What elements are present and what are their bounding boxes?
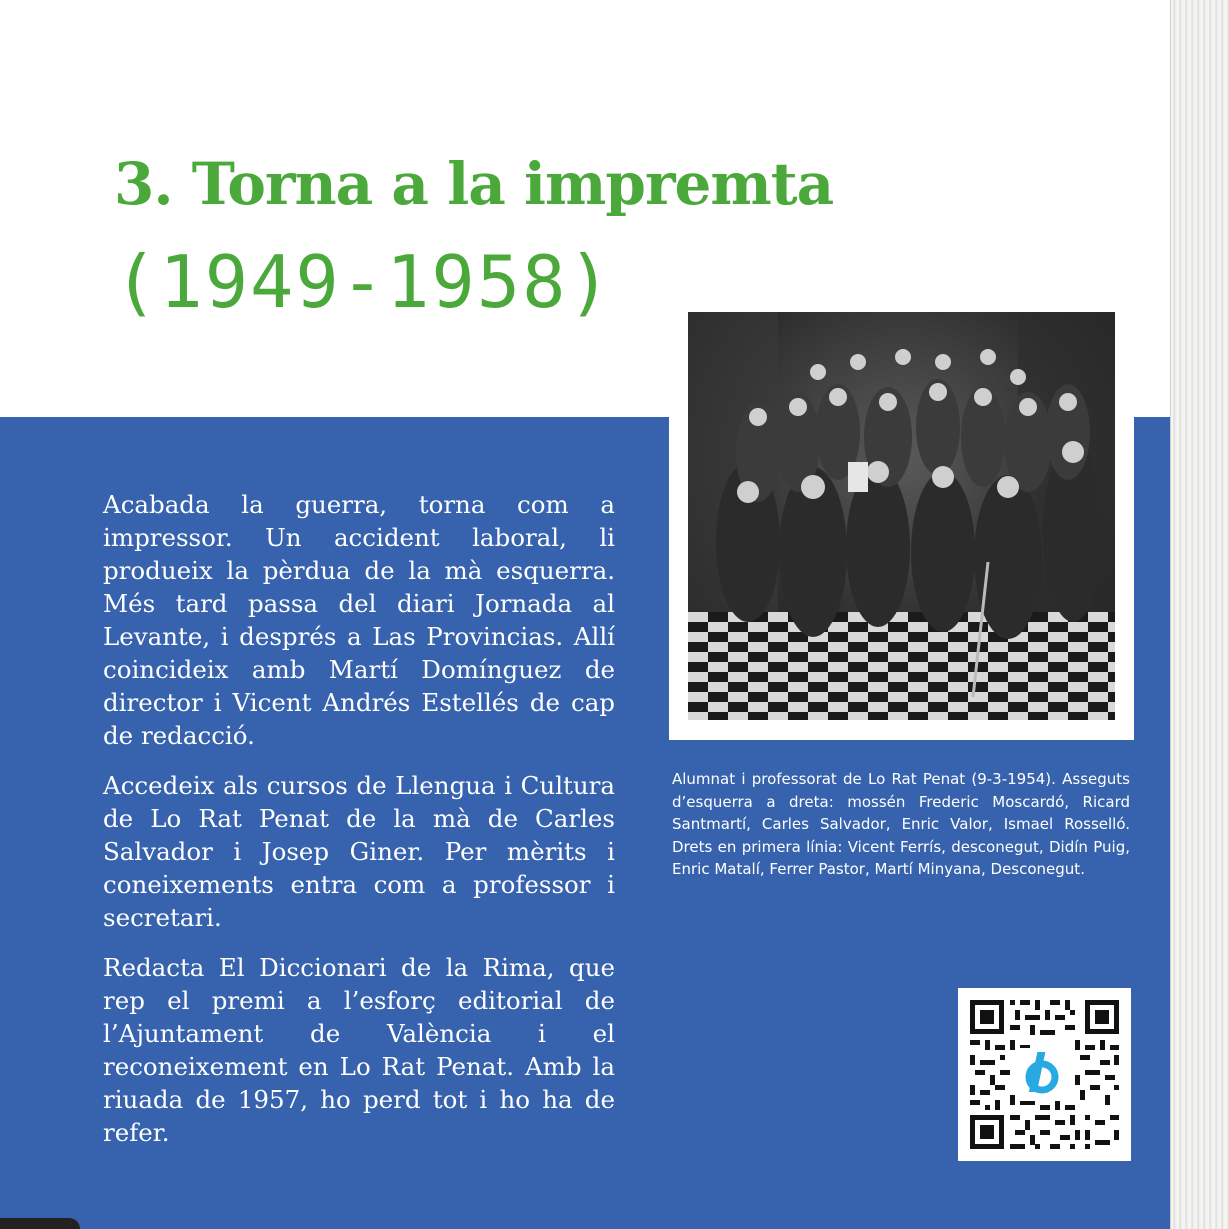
body-text <box>103 488 615 1166</box>
group-photo <box>688 312 1115 720</box>
section-years: (1949-1958) <box>114 240 613 324</box>
qr-code-icon <box>958 988 1131 1161</box>
book-page-edge <box>1170 0 1229 1229</box>
photo-caption: Alumnat i professorat de Lo Rat Penat (9-3-1954). Asseguts d’esquerra a dreta: mossén Frederic Moscardó, Ricard Santmartí, Carles Salvador, Enric Valor, Ismael Rosselló. Drets en primera línia: Vicent Ferrís, desconegut, Didín Puig, Enric Matalí, Ferrer Pastor, Martí Minyana, Desconegut. <box>672 770 1130 878</box>
section-title: 3. Torna a la impremta <box>114 150 834 218</box>
photo-frame <box>669 298 1134 740</box>
corner-mark <box>0 1218 80 1229</box>
paragraph-3: Redacta El Diccionari de la Rima, que rep el premi a l’esforç editorial de l’Ajuntament de València i el reconeixement en Lo Rat Penat. Amb la riuada de 1957, ho perd tot i ho ha de refer. <box>103 953 615 1147</box>
paragraph-1: Acabada la guerra, torna com a impressor. Un accident laboral, li produeix la pèrdua de la mà esquerra. Més tard passa del diari Jornada al Levante, i després a Las Provincias. Allí coincideix amb Martí Domínguez de director i Vicent Andrés Estellés de cap de redacció. <box>103 490 615 750</box>
qr-code[interactable] <box>958 988 1131 1161</box>
paragraph-2: Accedeix als cursos de Llengua i Cultura de Lo Rat Penat de la mà de Carles Salvador i Josep Giner. Per mèrits i coneixements entra com a professor i secretari. <box>103 771 615 932</box>
